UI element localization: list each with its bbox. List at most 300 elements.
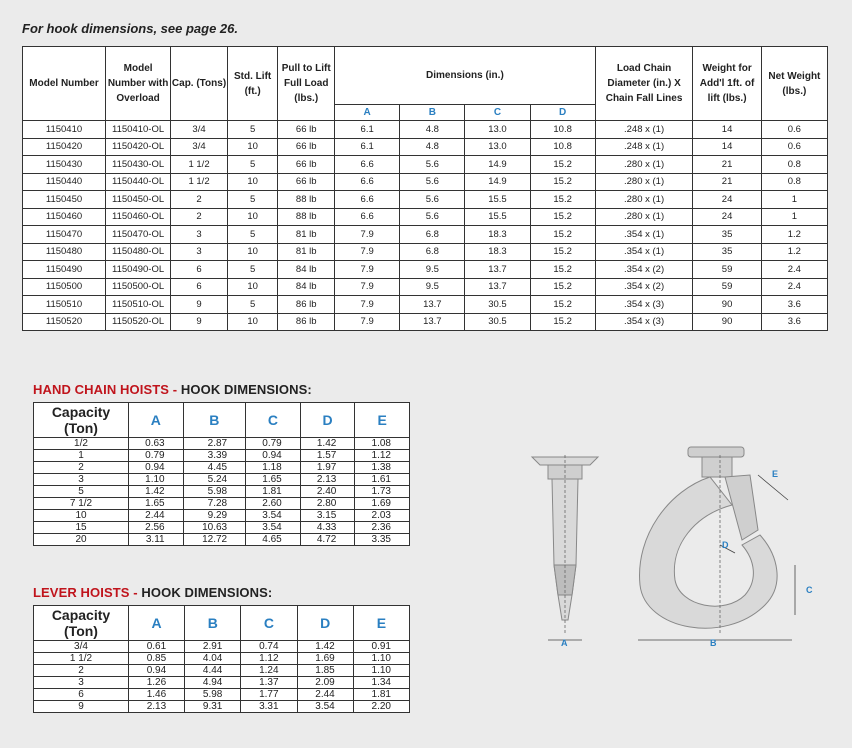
table-cell: 24 bbox=[693, 191, 761, 209]
table-cell: 5 bbox=[227, 156, 277, 174]
lever-header-0: Capacity (Ton) bbox=[34, 606, 129, 641]
table-cell: 6.6 bbox=[335, 173, 400, 191]
table-row bbox=[34, 474, 410, 486]
hand-chain-title bbox=[33, 382, 312, 397]
table-cell: 13.7 bbox=[400, 313, 465, 331]
table-cell: 35 bbox=[693, 243, 761, 261]
table-row bbox=[34, 450, 410, 462]
table-cell: 1.73 bbox=[355, 486, 410, 498]
table-cell: 6 bbox=[171, 261, 228, 279]
table-cell: 7.9 bbox=[335, 261, 400, 279]
table-cell: 12.72 bbox=[183, 534, 246, 546]
table-cell: 1.10 bbox=[129, 474, 184, 486]
table-cell: 1150450 bbox=[23, 191, 106, 209]
table-cell: 7.9 bbox=[335, 313, 400, 331]
table-cell: 0.94 bbox=[129, 462, 184, 474]
table-cell: 21 bbox=[693, 156, 761, 174]
table-cell: 1150410 bbox=[23, 121, 106, 139]
table-cell: 9 bbox=[34, 701, 129, 713]
table-row bbox=[34, 534, 410, 546]
table-cell: 1/2 bbox=[34, 438, 129, 450]
table-row bbox=[34, 438, 410, 450]
table-cell: 1150510 bbox=[23, 296, 106, 314]
table-cell: 10 bbox=[227, 243, 277, 261]
table-cell: 6 bbox=[34, 689, 129, 701]
table-cell: 0.91 bbox=[353, 641, 409, 653]
table-cell: 0.94 bbox=[129, 665, 185, 677]
table-cell: .354 x (2) bbox=[595, 261, 693, 279]
table-cell: 9.31 bbox=[185, 701, 241, 713]
header-std-lift: Std. Lift (ft.) bbox=[227, 47, 277, 121]
table-cell: 1150470-OL bbox=[106, 226, 171, 244]
table-cell: 7.9 bbox=[335, 243, 400, 261]
table-cell: 1 bbox=[34, 450, 129, 462]
table-cell: 3.6 bbox=[761, 296, 827, 314]
table-cell: 9 bbox=[171, 313, 228, 331]
table-cell: 3.54 bbox=[297, 701, 353, 713]
table-cell: 13.7 bbox=[465, 278, 530, 296]
header-dim-a: A bbox=[335, 105, 400, 121]
table-cell: 0.74 bbox=[241, 641, 297, 653]
table-cell: 2.13 bbox=[300, 474, 355, 486]
table-cell: 1150490-OL bbox=[106, 261, 171, 279]
table-cell: 5 bbox=[227, 226, 277, 244]
table-cell: 10 bbox=[227, 138, 277, 156]
table-cell: 4.45 bbox=[183, 462, 246, 474]
table-cell: 15.2 bbox=[530, 191, 595, 209]
hand_chain-header-3: C bbox=[246, 403, 301, 438]
table-cell: 6.6 bbox=[335, 208, 400, 226]
table-cell: 6.8 bbox=[400, 243, 465, 261]
table-cell: 5 bbox=[227, 296, 277, 314]
table-cell: 10.8 bbox=[530, 121, 595, 139]
table-cell: 7 1/2 bbox=[34, 498, 129, 510]
table-cell: 10 bbox=[227, 208, 277, 226]
table-cell: 2.40 bbox=[300, 486, 355, 498]
table-cell: 0.63 bbox=[129, 438, 184, 450]
table-cell: 1150520-OL bbox=[106, 313, 171, 331]
table-cell: 14.9 bbox=[465, 156, 530, 174]
table-cell: 15.2 bbox=[530, 226, 595, 244]
table-cell: 9.5 bbox=[400, 261, 465, 279]
table-cell: 15.5 bbox=[465, 208, 530, 226]
table-cell: .248 x (1) bbox=[595, 121, 693, 139]
table-cell: 10.8 bbox=[530, 138, 595, 156]
table-cell: 1.12 bbox=[355, 450, 410, 462]
table-row bbox=[23, 173, 828, 191]
table-cell: 15 bbox=[34, 522, 129, 534]
lever-header-1: A bbox=[129, 606, 185, 641]
hook-front-shank bbox=[702, 457, 732, 477]
table-cell: 2.80 bbox=[300, 498, 355, 510]
table-cell: 2.56 bbox=[129, 522, 184, 534]
lever-title-sep: - bbox=[129, 585, 142, 600]
table-cell: 1.69 bbox=[355, 498, 410, 510]
table-row bbox=[23, 156, 828, 174]
table-cell: 59 bbox=[693, 278, 761, 296]
hand-chain-table bbox=[33, 402, 410, 546]
header-capacity: Cap. (Tons) bbox=[171, 47, 228, 121]
table-cell: 1150430 bbox=[23, 156, 106, 174]
table-cell: 2 bbox=[34, 665, 129, 677]
table-cell: 81 lb bbox=[278, 243, 335, 261]
lever-header-5: E bbox=[353, 606, 409, 641]
table-cell: 1150490 bbox=[23, 261, 106, 279]
table-cell: 1.85 bbox=[297, 665, 353, 677]
table-cell: .354 x (1) bbox=[595, 226, 693, 244]
hook-dimension-note: For hook dimensions, see page 26. bbox=[22, 21, 239, 36]
table-cell: 5.6 bbox=[400, 191, 465, 209]
table-cell: 1.18 bbox=[246, 462, 301, 474]
table-cell: 1.42 bbox=[300, 438, 355, 450]
table-row bbox=[34, 510, 410, 522]
table-cell: 1 1/2 bbox=[171, 173, 228, 191]
table-cell: 4.8 bbox=[400, 138, 465, 156]
hand-chain-title-red: HAND CHAIN HOISTS bbox=[33, 382, 170, 397]
table-row bbox=[34, 486, 410, 498]
table-cell: 5.24 bbox=[183, 474, 246, 486]
header-model-overload: Model Number with Overload bbox=[106, 47, 171, 121]
table-cell: 6.1 bbox=[335, 138, 400, 156]
table-row bbox=[34, 462, 410, 474]
table-cell: .354 x (3) bbox=[595, 313, 693, 331]
table-cell: 6.6 bbox=[335, 156, 400, 174]
table-cell: 10 bbox=[34, 510, 129, 522]
table-cell: 4.94 bbox=[185, 677, 241, 689]
table-cell: 2 bbox=[34, 462, 129, 474]
table-cell: .280 x (1) bbox=[595, 208, 693, 226]
table-cell: 1.24 bbox=[241, 665, 297, 677]
hand_chain-header-1: A bbox=[129, 403, 184, 438]
table-cell: 1.46 bbox=[129, 689, 185, 701]
table-cell: 35 bbox=[693, 226, 761, 244]
table-cell: 9.29 bbox=[183, 510, 246, 522]
table-cell: 3.11 bbox=[129, 534, 184, 546]
table-cell: 2.4 bbox=[761, 261, 827, 279]
table-cell: 1.08 bbox=[355, 438, 410, 450]
table-cell: 3.35 bbox=[355, 534, 410, 546]
hand-chain-title-sep: - bbox=[169, 382, 181, 397]
table-cell: 18.3 bbox=[465, 226, 530, 244]
table-cell: 1.77 bbox=[241, 689, 297, 701]
table-row bbox=[23, 296, 828, 314]
table-cell: 90 bbox=[693, 313, 761, 331]
table-cell: 1.10 bbox=[353, 665, 409, 677]
table-cell: 2.03 bbox=[355, 510, 410, 522]
table-cell: 14 bbox=[693, 138, 761, 156]
table-cell: 1.65 bbox=[246, 474, 301, 486]
header-net-weight: Net Weight (lbs.) bbox=[761, 47, 827, 121]
table-cell: 1150440-OL bbox=[106, 173, 171, 191]
table-cell: 13.0 bbox=[465, 138, 530, 156]
lever-header-2: B bbox=[185, 606, 241, 641]
table-cell: 10.63 bbox=[183, 522, 246, 534]
table-cell: 5.6 bbox=[400, 173, 465, 191]
table-cell: 18.3 bbox=[465, 243, 530, 261]
table-cell: 1150430-OL bbox=[106, 156, 171, 174]
table-cell: 1150500-OL bbox=[106, 278, 171, 296]
lever-title bbox=[33, 585, 272, 600]
label-a: A bbox=[561, 638, 568, 648]
table-cell: 1.69 bbox=[297, 653, 353, 665]
table-cell: 15.5 bbox=[465, 191, 530, 209]
table-cell: 6 bbox=[171, 278, 228, 296]
table-cell: 4.04 bbox=[185, 653, 241, 665]
table-row bbox=[34, 665, 410, 677]
table-cell: 1.42 bbox=[297, 641, 353, 653]
table-cell: 0.79 bbox=[129, 450, 184, 462]
table-cell: 3 bbox=[171, 243, 228, 261]
table-cell: 2.87 bbox=[183, 438, 246, 450]
table-cell: 15.2 bbox=[530, 243, 595, 261]
table-cell: 1150480-OL bbox=[106, 243, 171, 261]
table-cell: 84 lb bbox=[278, 261, 335, 279]
table-row bbox=[34, 677, 410, 689]
table-cell: 7.9 bbox=[335, 226, 400, 244]
table-cell: 21 bbox=[693, 173, 761, 191]
table-cell: 0.6 bbox=[761, 138, 827, 156]
table-cell: 0.8 bbox=[761, 156, 827, 174]
label-c: C bbox=[806, 585, 813, 595]
table-cell: 1150470 bbox=[23, 226, 106, 244]
table-cell: 3/4 bbox=[34, 641, 129, 653]
table-cell: .280 x (1) bbox=[595, 156, 693, 174]
table-row bbox=[23, 138, 828, 156]
table-cell: 1150440 bbox=[23, 173, 106, 191]
table-cell: 15.2 bbox=[530, 313, 595, 331]
table-row bbox=[23, 313, 828, 331]
table-cell: 86 lb bbox=[278, 296, 335, 314]
table-row bbox=[34, 498, 410, 510]
table-cell: 5 bbox=[227, 261, 277, 279]
table-cell: 6.6 bbox=[335, 191, 400, 209]
table-cell: 15.2 bbox=[530, 173, 595, 191]
table-cell: 3.39 bbox=[183, 450, 246, 462]
table-cell: 6.1 bbox=[335, 121, 400, 139]
table-cell: 1 bbox=[761, 208, 827, 226]
table-cell: 14.9 bbox=[465, 173, 530, 191]
header-load-chain: Load Chain Diameter (in.) X Chain Fall Lines bbox=[595, 47, 693, 121]
table-cell: 13.7 bbox=[400, 296, 465, 314]
table-cell: 3.54 bbox=[246, 522, 301, 534]
header-dim-d: D bbox=[530, 105, 595, 121]
table-cell: 24 bbox=[693, 208, 761, 226]
hand_chain-header-2: B bbox=[183, 403, 246, 438]
table-cell: 3.15 bbox=[300, 510, 355, 522]
table-cell: 88 lb bbox=[278, 208, 335, 226]
table-cell: 2.13 bbox=[129, 701, 185, 713]
table-cell: 4.44 bbox=[185, 665, 241, 677]
table-cell: 0.6 bbox=[761, 121, 827, 139]
table-cell: 1.42 bbox=[129, 486, 184, 498]
table-cell: 81 lb bbox=[278, 226, 335, 244]
table-cell: 1.61 bbox=[355, 474, 410, 486]
table-cell: 1150460 bbox=[23, 208, 106, 226]
table-cell: 66 lb bbox=[278, 138, 335, 156]
table-cell: 2.4 bbox=[761, 278, 827, 296]
lever-table bbox=[33, 605, 410, 713]
table-cell: 1150480 bbox=[23, 243, 106, 261]
hook-front-curve bbox=[640, 477, 778, 628]
table-cell: 1.10 bbox=[353, 653, 409, 665]
table-row bbox=[23, 278, 828, 296]
table-cell: 2.44 bbox=[297, 689, 353, 701]
table-cell: 7.9 bbox=[335, 278, 400, 296]
header-weight-additional: Weight for Add'l 1ft. of lift (lbs.) bbox=[693, 47, 761, 121]
table-cell: 3/4 bbox=[171, 121, 228, 139]
table-cell: 2.60 bbox=[246, 498, 301, 510]
table-cell: 20 bbox=[34, 534, 129, 546]
table-cell: .354 x (3) bbox=[595, 296, 693, 314]
label-b: B bbox=[710, 638, 717, 648]
table-cell: 4.8 bbox=[400, 121, 465, 139]
table-cell: 7.28 bbox=[183, 498, 246, 510]
table-cell: 66 lb bbox=[278, 173, 335, 191]
table-row bbox=[23, 226, 828, 244]
table-cell: 13.0 bbox=[465, 121, 530, 139]
table-cell: 5.98 bbox=[183, 486, 246, 498]
table-cell: 30.5 bbox=[465, 296, 530, 314]
table-cell: 5 bbox=[227, 121, 277, 139]
table-cell: 1.12 bbox=[241, 653, 297, 665]
table-cell: 1.57 bbox=[300, 450, 355, 462]
table-cell: 1.2 bbox=[761, 243, 827, 261]
label-e: E bbox=[772, 469, 779, 479]
table-cell: 10 bbox=[227, 313, 277, 331]
table-cell: 15.2 bbox=[530, 261, 595, 279]
table-cell: 86 lb bbox=[278, 313, 335, 331]
table-cell: 3.54 bbox=[246, 510, 301, 522]
table-cell: .248 x (1) bbox=[595, 138, 693, 156]
header-dimensions: Dimensions (in.) bbox=[335, 47, 596, 105]
table-cell: 1.37 bbox=[241, 677, 297, 689]
table-cell: 30.5 bbox=[465, 313, 530, 331]
table-cell: 2.44 bbox=[129, 510, 184, 522]
table-cell: 2 bbox=[171, 208, 228, 226]
table-cell: 0.79 bbox=[246, 438, 301, 450]
hand_chain-header-0: Capacity (Ton) bbox=[34, 403, 129, 438]
hand_chain-header-4: D bbox=[300, 403, 355, 438]
table-row bbox=[23, 121, 828, 139]
table-cell: 1 1/2 bbox=[171, 156, 228, 174]
table-cell: 3 bbox=[34, 677, 129, 689]
table-cell: 7.9 bbox=[335, 296, 400, 314]
table-cell: 14 bbox=[693, 121, 761, 139]
table-cell: 3.31 bbox=[241, 701, 297, 713]
table-cell: 1.26 bbox=[129, 677, 185, 689]
table-cell: 15.2 bbox=[530, 208, 595, 226]
lever-header-4: D bbox=[297, 606, 353, 641]
table-cell: 4.65 bbox=[246, 534, 301, 546]
table-cell: 4.72 bbox=[300, 534, 355, 546]
table-cell: 1 bbox=[761, 191, 827, 209]
table-cell: 1150510-OL bbox=[106, 296, 171, 314]
table-cell: 1.38 bbox=[355, 462, 410, 474]
table-cell: 3 bbox=[34, 474, 129, 486]
table-cell: 1.81 bbox=[246, 486, 301, 498]
hook-front-top-plate bbox=[688, 447, 744, 457]
table-cell: 1150420 bbox=[23, 138, 106, 156]
header-dim-b: B bbox=[400, 105, 465, 121]
table-cell: .280 x (1) bbox=[595, 191, 693, 209]
table-cell: 59 bbox=[693, 261, 761, 279]
table-cell: 6.8 bbox=[400, 226, 465, 244]
hook-front-latch bbox=[725, 475, 758, 540]
table-cell: 0.61 bbox=[129, 641, 185, 653]
table-cell: .354 x (1) bbox=[595, 243, 693, 261]
hand_chain-header-5: E bbox=[355, 403, 410, 438]
table-cell: 84 lb bbox=[278, 278, 335, 296]
table-row bbox=[34, 641, 410, 653]
table-cell: 1 1/2 bbox=[34, 653, 129, 665]
table-cell: 88 lb bbox=[278, 191, 335, 209]
lever-header-3: C bbox=[241, 606, 297, 641]
header-model: Model Number bbox=[23, 47, 106, 121]
table-cell: 15.2 bbox=[530, 296, 595, 314]
table-cell: 2.09 bbox=[297, 677, 353, 689]
table-cell: 1.2 bbox=[761, 226, 827, 244]
table-cell: 1150420-OL bbox=[106, 138, 171, 156]
table-cell: 1.65 bbox=[129, 498, 184, 510]
table-cell: 13.7 bbox=[465, 261, 530, 279]
table-cell: 1150450-OL bbox=[106, 191, 171, 209]
table-cell: 1.81 bbox=[353, 689, 409, 701]
table-cell: 3/4 bbox=[171, 138, 228, 156]
table-cell: 3.6 bbox=[761, 313, 827, 331]
table-cell: 9 bbox=[171, 296, 228, 314]
table-cell: 5.6 bbox=[400, 156, 465, 174]
table-cell: 10 bbox=[227, 173, 277, 191]
table-cell: 15.2 bbox=[530, 278, 595, 296]
table-cell: 9.5 bbox=[400, 278, 465, 296]
table-cell: 2.36 bbox=[355, 522, 410, 534]
table-cell: 3 bbox=[171, 226, 228, 244]
table-cell: 1150410-OL bbox=[106, 121, 171, 139]
table-cell: 0.85 bbox=[129, 653, 185, 665]
table-cell: 15.2 bbox=[530, 156, 595, 174]
table-cell: 1.97 bbox=[300, 462, 355, 474]
table-cell: 4.33 bbox=[300, 522, 355, 534]
hand-chain-title-black: HOOK DIMENSIONS: bbox=[180, 382, 312, 397]
table-row bbox=[23, 208, 828, 226]
table-cell: 2.91 bbox=[185, 641, 241, 653]
table-cell: 1150520 bbox=[23, 313, 106, 331]
table-cell: 66 lb bbox=[278, 121, 335, 139]
table-cell: 2 bbox=[171, 191, 228, 209]
table-cell: 5.6 bbox=[400, 208, 465, 226]
table-row bbox=[34, 689, 410, 701]
hoist-spec-table bbox=[22, 46, 828, 331]
hook-diagram bbox=[520, 435, 820, 655]
table-row bbox=[34, 653, 410, 665]
table-row bbox=[23, 243, 828, 261]
table-cell: 1150500 bbox=[23, 278, 106, 296]
lever-title-red: LEVER HOISTS bbox=[33, 585, 130, 600]
header-pull: Pull to Lift Full Load (lbs.) bbox=[278, 47, 335, 121]
table-cell: 0.94 bbox=[246, 450, 301, 462]
table-row bbox=[34, 522, 410, 534]
table-cell: 2.20 bbox=[353, 701, 409, 713]
table-row bbox=[34, 701, 410, 713]
table-cell: 1150460-OL bbox=[106, 208, 171, 226]
table-cell: 90 bbox=[693, 296, 761, 314]
table-cell: 1.34 bbox=[353, 677, 409, 689]
table-cell: 0.8 bbox=[761, 173, 827, 191]
table-cell: 5 bbox=[34, 486, 129, 498]
table-cell: 5.98 bbox=[185, 689, 241, 701]
table-cell: 10 bbox=[227, 278, 277, 296]
table-row bbox=[23, 191, 828, 209]
